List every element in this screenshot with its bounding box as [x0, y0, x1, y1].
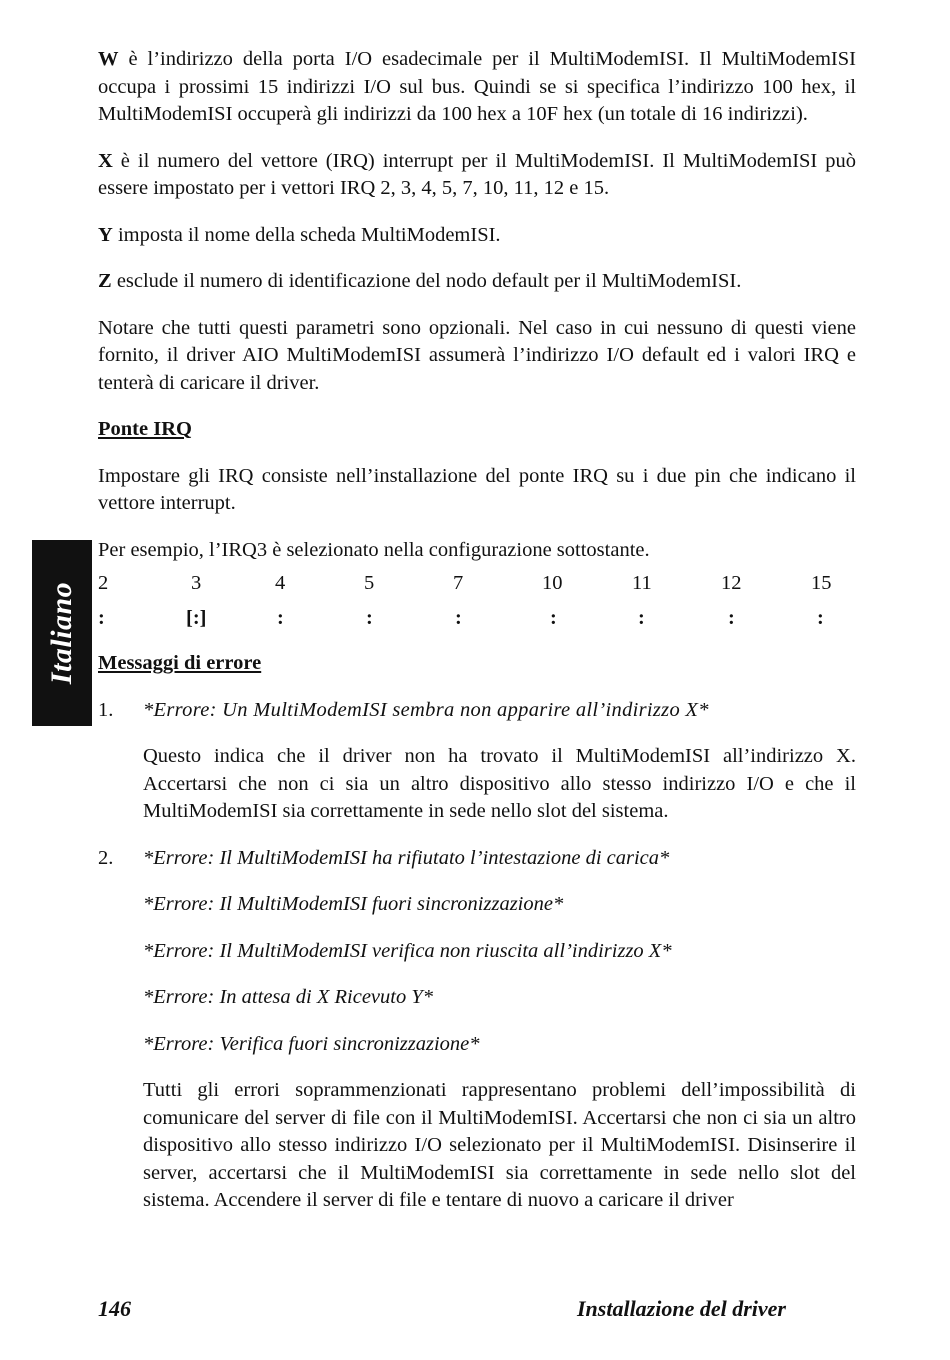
page-body — [98, 46, 856, 1215]
irq-pin-mark: : — [98, 607, 105, 629]
param-y-text: imposta il nome della scheda MultiModemISI. — [112, 223, 501, 246]
irq-pin-jumper-mark: [:] — [186, 607, 207, 629]
param-w-paragraph — [98, 46, 856, 129]
param-w-text: è l’indirizzo della porta I/O esadecimale per il MultiModemISI. Il MultiModemISI occupa i prossimi 15 indirizzi I/O sul bus. Quindi se si specifica l’indirizzo 100 hex, il MultiModemISI occuperà gli indirizzi da 100 hex a 10F hex (un totale di 16 indirizzi). — [98, 48, 856, 125]
page-number: 146 — [98, 1296, 131, 1321]
irq-value: 4 — [275, 572, 286, 594]
irq-pin-mark: : — [455, 607, 462, 629]
param-x-term: X — [98, 149, 113, 172]
irq-value: 12 — [721, 572, 742, 594]
page-footer — [98, 1296, 786, 1322]
error-item-1 — [98, 697, 856, 725]
irq-pin-mark: : — [550, 607, 557, 629]
error-message: *Errore: Verifica fuori sincronizzazione* — [143, 1032, 480, 1055]
error-message: *Errore: In attesa di X Ricevuto Y* — [143, 986, 433, 1008]
irq-pins-row — [98, 605, 856, 640]
param-y-paragraph — [98, 222, 856, 250]
error-item-number: 1. — [98, 698, 114, 721]
irq-value: 11 — [632, 572, 652, 594]
ponte-irq-description: Impostare gli IRQ consiste nell’installazione del ponte IRQ su i due pin che indicano il vettore interrupt. — [98, 464, 856, 514]
irq-pin-mark: : — [728, 607, 735, 629]
language-tab-label: Italiano — [45, 581, 78, 685]
param-x-text: è il numero del vettore (IRQ) interrupt per il MultiModemISI. Il MultiModemISI può essere impostato per i vettori IRQ 2, 3, 4, 5, 7, 10, 11, 12 e 15. — [98, 149, 856, 199]
irq-value: 7 — [453, 572, 464, 594]
ponte-irq-example: Per esempio, l’IRQ3 è selezionato nella configurazione sottostante. — [98, 538, 650, 561]
error-item-number: 2. — [98, 846, 114, 869]
irq-pin-mark: : — [277, 607, 284, 629]
ponte-irq-heading: Ponte IRQ — [98, 418, 192, 440]
param-z-text: esclude il numero di identificazione del nodo default per il MultiModemISI. — [111, 270, 742, 292]
irq-pin-mark: : — [817, 607, 824, 629]
irq-pin-mark: : — [366, 607, 373, 629]
irq-value: 15 — [811, 572, 832, 594]
error-message: *Errore: Il MultiModemISI fuori sincronizzazione* — [143, 893, 564, 915]
irq-value: 2 — [98, 572, 109, 594]
param-w-term: W — [98, 48, 119, 70]
error-item-1-description: Questo indica che il driver non ha trovato il MultiModemISI all’indirizzo X. Accertarsi che non ci sia un altro dispositivo allo stesso indirizzo I/O e che il MultiModemISI sia correttamente in sede nello slot del sistema. — [143, 745, 856, 822]
irq-values-row — [98, 570, 856, 605]
irq-value: 3 — [191, 572, 202, 594]
param-z-term: Z — [98, 270, 112, 292]
irq-pin-mark: : — [638, 607, 645, 629]
error-item-2-description: Tutti gli errori soprammenzionati rappresentano problemi dell’impossibilità di comunicare del server di file con il MultiModemISI. Accertarsi che non ci sia un altro dispositivo allo stesso indirizzo I/O selezionato per il MultiModemISI. Disinserire il server, accertarsi che il MultiModemISI sia correttamente in sede nello slot del sistema. Accendere il server di file e tentare di nuovo a caricare il driver — [143, 1079, 856, 1211]
irq-value: 5 — [364, 572, 375, 594]
param-z-paragraph — [98, 268, 856, 296]
error-item-2 — [98, 845, 856, 873]
language-side-tab — [32, 540, 92, 726]
section-title: Installazione del driver — [576, 1296, 786, 1321]
error-message: *Errore: Il MultiModemISI verifica non riuscita all’indirizzo X* — [143, 939, 672, 962]
error-message: *Errore: Il MultiModemISI ha rifiutato l’intestazione di carica* — [143, 846, 670, 869]
param-y-term: Y — [98, 223, 113, 246]
errors-heading: Messaggi di errore — [98, 652, 262, 674]
irq-value: 10 — [542, 572, 563, 594]
optional-note: Notare che tutti questi parametri sono opzionali. Nel caso in cui nessuno di questi viene fornito, il driver AIO MultiModemISI assumerà l’indirizzo I/O default ed i valori IRQ e tenterà di caricare il driver. — [98, 316, 856, 394]
param-x-paragraph — [98, 148, 856, 203]
error-message: *Errore: Un MultiModemISI sembra non apparire all’indirizzo X* — [143, 698, 709, 721]
